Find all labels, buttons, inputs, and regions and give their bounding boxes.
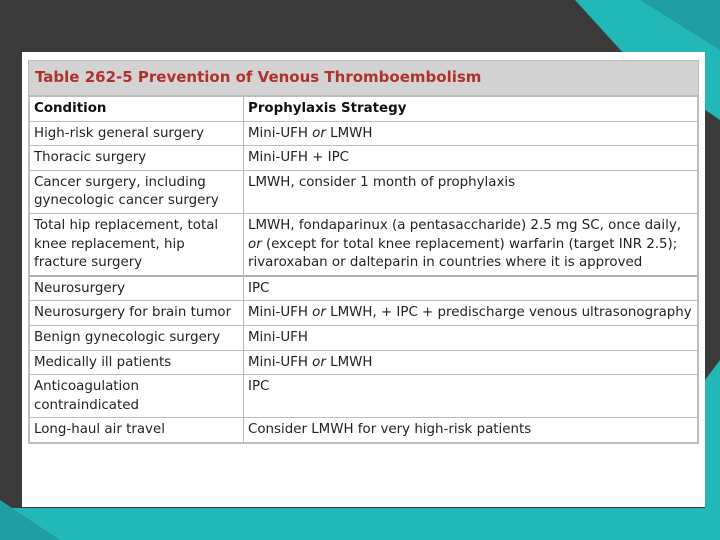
strategy-text: Consider LMWH for very high-risk patients <box>248 422 532 438</box>
table-row <box>30 375 698 418</box>
slide-content-panel <box>22 52 705 507</box>
table-row <box>30 170 698 213</box>
header-prophylaxis-strategy: Prophylaxis Strategy <box>244 97 698 122</box>
strategy-cell <box>244 350 698 375</box>
table-row <box>30 121 698 146</box>
condition-cell: Anticoagulation contraindicated <box>30 375 244 418</box>
strategy-cell <box>244 121 698 146</box>
strategy-text: LMWH <box>325 354 373 370</box>
table-grid <box>29 96 698 443</box>
strategy-text: Mini-UFH <box>248 125 313 141</box>
table-row <box>30 146 698 171</box>
strategy-cell <box>244 170 698 213</box>
condition-cell: Total hip replacement, total knee replacement, hip fracture surgery <box>30 213 244 275</box>
strategy-text: Mini-UFH + IPC <box>248 150 349 166</box>
table-row <box>30 301 698 326</box>
strategy-text: Mini-UFH <box>248 329 308 345</box>
table-row <box>30 276 698 301</box>
table-title: Table 262-5 Prevention of Venous Thromboembolism <box>29 61 698 96</box>
strategy-cell <box>244 213 698 275</box>
table-row <box>30 418 698 443</box>
strategy-text: LMWH, fondaparinux (a pentasaccharide) 2.5 mg SC, once daily, <box>248 217 682 233</box>
condition-cell: Medically ill patients <box>30 350 244 375</box>
strategy-text: LMWH <box>325 125 373 141</box>
condition-cell: Benign gynecologic surgery <box>30 325 244 350</box>
strategy-emphasis: or <box>312 125 326 141</box>
strategy-cell <box>244 301 698 326</box>
teal-shape-bottom <box>0 508 720 540</box>
condition-cell: Thoracic surgery <box>30 146 244 171</box>
table-row <box>30 350 698 375</box>
strategy-emphasis: or <box>312 305 326 321</box>
table-row <box>30 325 698 350</box>
teal-shape-right-lower <box>705 360 720 540</box>
strategy-text: IPC <box>248 379 270 395</box>
strategy-text: LMWH, consider 1 month of prophylaxis <box>248 174 516 190</box>
vte-prevention-table <box>28 60 699 444</box>
strategy-cell <box>244 276 698 301</box>
strategy-cell <box>244 146 698 171</box>
header-condition: Condition <box>30 97 244 122</box>
strategy-cell <box>244 325 698 350</box>
strategy-cell <box>244 418 698 443</box>
condition-cell: Neurosurgery <box>30 276 244 301</box>
strategy-cell <box>244 375 698 418</box>
condition-cell: Cancer surgery, including gynecologic cancer surgery <box>30 170 244 213</box>
table-row <box>30 213 698 275</box>
table-header-row <box>30 97 698 122</box>
condition-cell: Neurosurgery for brain tumor <box>30 301 244 326</box>
condition-cell: High-risk general surgery <box>30 121 244 146</box>
condition-cell: Long-haul air travel <box>30 418 244 443</box>
strategy-emphasis: or <box>312 354 326 370</box>
strategy-text: Mini-UFH <box>248 305 313 321</box>
strategy-text: LMWH, + IPC + predischarge venous ultrasonography <box>325 305 692 321</box>
strategy-text: IPC <box>248 280 270 296</box>
strategy-emphasis: or <box>248 236 262 252</box>
strategy-text: (except for total knee replacement) warfarin (target INR 2.5); rivaroxaban or dalteparin in countries where it is approved <box>248 236 678 271</box>
strategy-text: Mini-UFH <box>248 354 313 370</box>
